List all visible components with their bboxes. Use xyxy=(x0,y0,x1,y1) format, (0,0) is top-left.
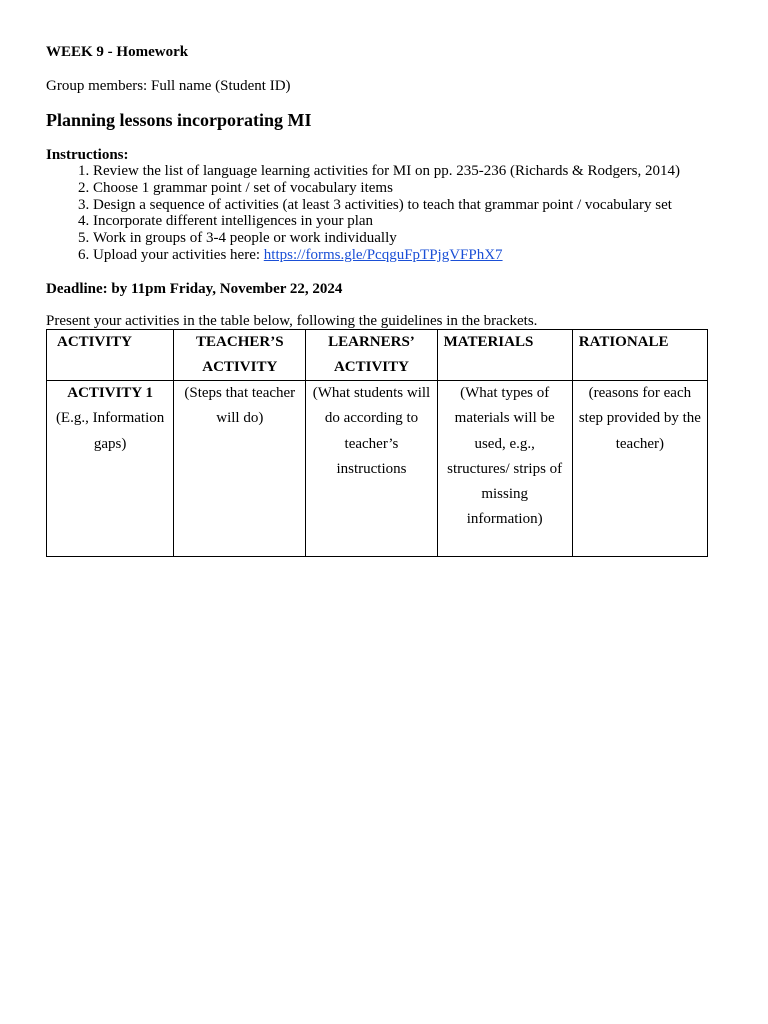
upload-label: Upload your activities here: xyxy=(93,246,264,263)
instruction-item: 1. Review the list of language learning activities for MI on pp. 235-236 (Richards & Rodgers, 2014) xyxy=(93,163,726,180)
instruction-item: 4. Incorporate different intelligences in your plan xyxy=(93,213,726,230)
instructions-heading: Instructions: xyxy=(46,147,129,163)
page-title: Planning lessons incorporating MI xyxy=(46,110,312,130)
deadline-text: Deadline: by 11pm Friday, November 22, 2024 xyxy=(46,280,343,297)
activity-table xyxy=(46,329,708,557)
table-header-row xyxy=(47,329,708,380)
cell-teacher-activity: (Steps that teacher will do) xyxy=(174,381,306,557)
activity-label: ACTIVITY 1 xyxy=(67,385,153,402)
week-title: WEEK 9 - Homework xyxy=(46,44,189,60)
header-activity: ACTIVITY xyxy=(47,329,174,380)
header-materials: MATERIALS xyxy=(437,329,572,380)
table-row xyxy=(47,381,708,557)
instruction-item: 5. Work in groups of 3-4 people or work individually xyxy=(93,230,726,247)
header-learners-activity: LEARNERS’ ACTIVITY xyxy=(306,329,437,380)
instructions-list xyxy=(46,163,726,264)
header-teacher-activity: TEACHER’S ACTIVITY xyxy=(174,329,306,380)
cell-materials: (What types of materials will be used, e.g., structures/ strips of missing information) xyxy=(437,381,572,557)
instruction-item: 2. Choose 1 grammar point / set of vocabulary items xyxy=(93,180,726,197)
upload-form-link[interactable]: https://forms.gle/PcqguFpTPjgVFPhX7 xyxy=(263,246,503,263)
document-page xyxy=(46,43,726,557)
cell-rationale: (reasons for each step provided by the teacher) xyxy=(572,381,707,557)
group-members-line: Group members: Full name (Student ID) xyxy=(46,78,291,94)
cell-activity xyxy=(47,381,174,557)
header-rationale: RATIONALE xyxy=(572,329,707,380)
activity-example: (E.g., Information gaps) xyxy=(55,410,165,452)
instruction-item: 3. Design a sequence of activities (at least 3 activities) to teach that grammar point / vocabulary set xyxy=(93,197,726,214)
instruction-item-upload xyxy=(93,247,726,264)
cell-learners-activity: (What students will do according to teacher’s instructions xyxy=(306,381,437,557)
present-instructions: Present your activities in the table below, following the guidelines in the brackets. xyxy=(46,312,538,329)
